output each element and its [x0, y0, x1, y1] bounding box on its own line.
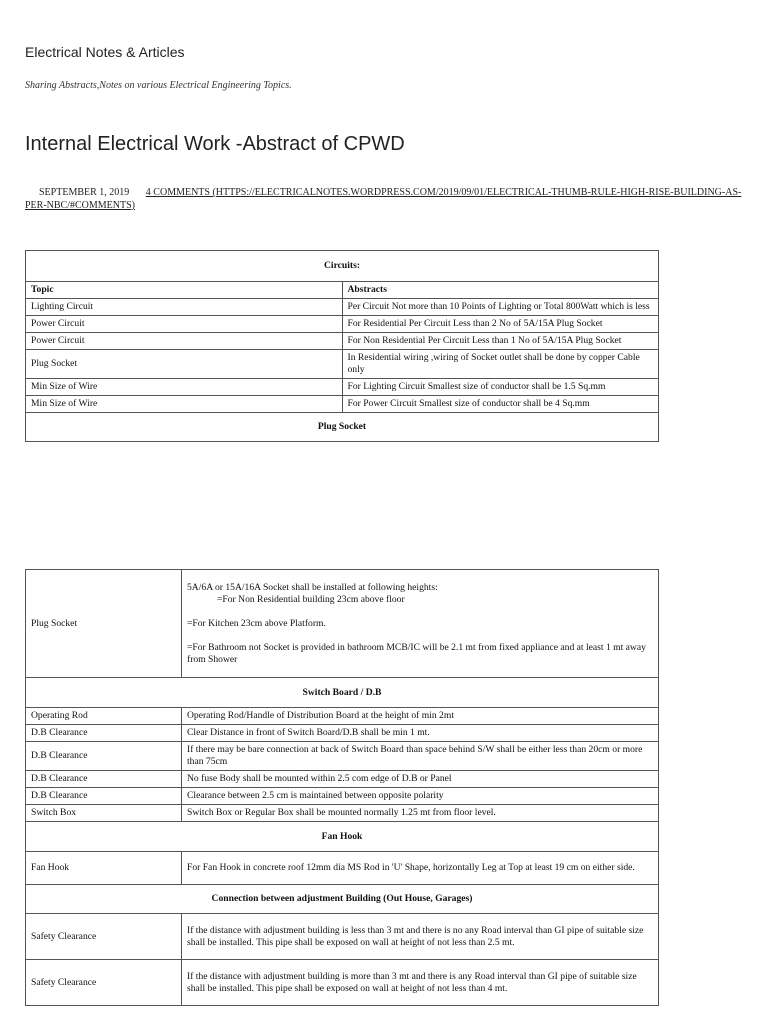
- row-topic: Plug Socket: [26, 570, 182, 678]
- abstract-line: 5A/6A or 15A/16A Socket shall be installed at following heights:: [187, 581, 438, 593]
- row-topic: Power Circuit: [26, 316, 343, 333]
- row-abstract: Per Circuit Not more than 10 Points of Lighting or Total 800Watt which is less: [342, 299, 659, 316]
- table-row: [26, 788, 659, 805]
- row-topic: Min Size of Wire: [26, 396, 343, 413]
- table-row: [26, 570, 659, 678]
- abstract-line: =For Kitchen 23cm above Platform.: [187, 617, 326, 629]
- table-row: [26, 708, 659, 725]
- table-row: [26, 742, 659, 771]
- row-topic: Fan Hook: [26, 852, 182, 885]
- table-row: [26, 960, 659, 1006]
- row-topic: Plug Socket: [26, 350, 343, 379]
- table-row: [26, 333, 659, 350]
- row-topic: Power Circuit: [26, 333, 343, 350]
- row-abstract: Clear Distance in front of Switch Board/D.B shall be min 1 mt.: [182, 725, 659, 742]
- site-tagline: Sharing Abstracts,Notes on various Electrical Engineering Topics.: [25, 80, 292, 91]
- row-abstract: In Residential wiring ,wiring of Socket outlet shall be done by copper Cable only: [342, 350, 659, 379]
- abstract-line: =For Bathroom not Socket is provided in bathroom MCB/IC will be 2.1 mt from fixed appliance and at least 1 mt away from Shower: [187, 641, 646, 665]
- row-topic: Switch Box: [26, 805, 182, 822]
- row-abstract: Operating Rod/Handle of Distribution Board at the height of min 2mt: [182, 708, 659, 725]
- table-row: [26, 379, 659, 396]
- table-caption: Circuits:: [26, 251, 659, 282]
- post-meta: [25, 186, 745, 212]
- section-heading: Plug Socket: [26, 413, 659, 442]
- row-abstract: If the distance with adjustment building is less than 3 mt and there is no any Road interval than GI pipe of suitable size shall be installed. This pipe shall be exposed on wall at height of not less than 2.5 mt.: [182, 914, 659, 960]
- column-header-topic: Topic: [26, 282, 343, 299]
- table-row: [26, 852, 659, 885]
- table-row: [26, 396, 659, 413]
- row-topic: Operating Rod: [26, 708, 182, 725]
- row-topic: Lighting Circuit: [26, 299, 343, 316]
- section-heading: Connection between adjustment Building (Out House, Garages): [26, 885, 659, 914]
- post-date: SEPTEMBER 1, 2019: [39, 187, 130, 198]
- row-abstract: For Residential Per Circuit Less than 2 No of 5A/15A Plug Socket: [342, 316, 659, 333]
- row-abstract: If there may be bare connection at back of Switch Board than space behind S/W shall be either less than 20cm or more than 75cm: [182, 742, 659, 771]
- section-heading: Fan Hook: [26, 822, 659, 852]
- table-row: [26, 914, 659, 960]
- table-row: [26, 725, 659, 742]
- section-heading: Switch Board / D.B: [26, 678, 659, 708]
- table-row: [26, 771, 659, 788]
- row-topic: Safety Clearance: [26, 960, 182, 1006]
- post-title: Internal Electrical Work -Abstract of CPWD: [25, 133, 405, 155]
- table-row: [26, 350, 659, 379]
- column-header-abstracts: Abstracts: [342, 282, 659, 299]
- comments-link[interactable]: 4 COMMENTS (HTTPS://ELECTRICALNOTES.WORDPRESS.COM/2019/09/01/ELECTRICAL-THUMB-RULE-HIGH-RISE-BUILDING-AS-PER-NBC/#COMMENTS): [25, 187, 742, 211]
- row-abstract: If the distance with adjustment building is more than 3 mt and there is any Road interval than GI pipe of suitable size shall be installed. This pipe shall be exposed on wall at height of not less than 4 mt.: [182, 960, 659, 1006]
- installation-table: [25, 569, 659, 1006]
- table-row: [26, 299, 659, 316]
- row-topic: D.B Clearance: [26, 742, 182, 771]
- row-abstract: No fuse Body shall be mounted within 2.5 com edge of D.B or Panel: [182, 771, 659, 788]
- circuits-table: [25, 250, 659, 442]
- row-topic: D.B Clearance: [26, 771, 182, 788]
- table-row: [26, 316, 659, 333]
- site-title[interactable]: Electrical Notes & Articles: [25, 44, 185, 60]
- row-topic: Safety Clearance: [26, 914, 182, 960]
- row-abstract: [182, 570, 659, 678]
- abstract-line: =For Non Residential building 23cm above floor: [217, 593, 405, 605]
- row-topic: Min Size of Wire: [26, 379, 343, 396]
- row-topic: D.B Clearance: [26, 725, 182, 742]
- row-abstract: For Lighting Circuit Smallest size of conductor shall be 1.5 Sq.mm: [342, 379, 659, 396]
- row-abstract: Switch Box or Regular Box shall be mounted normally 1.25 mt from floor level.: [182, 805, 659, 822]
- row-abstract: Clearance between 2.5 cm is maintained between opposite polarity: [182, 788, 659, 805]
- row-abstract: For Non Residential Per Circuit Less than 1 No of 5A/15A Plug Socket: [342, 333, 659, 350]
- row-abstract: For Power Circuit Smallest size of conductor shall be 4 Sq.mm: [342, 396, 659, 413]
- table-row: [26, 805, 659, 822]
- row-topic: D.B Clearance: [26, 788, 182, 805]
- row-abstract: For Fan Hook in concrete roof 12mm dia MS Rod in 'U' Shape, horizontally Leg at Top at least 19 cm on either side.: [182, 852, 659, 885]
